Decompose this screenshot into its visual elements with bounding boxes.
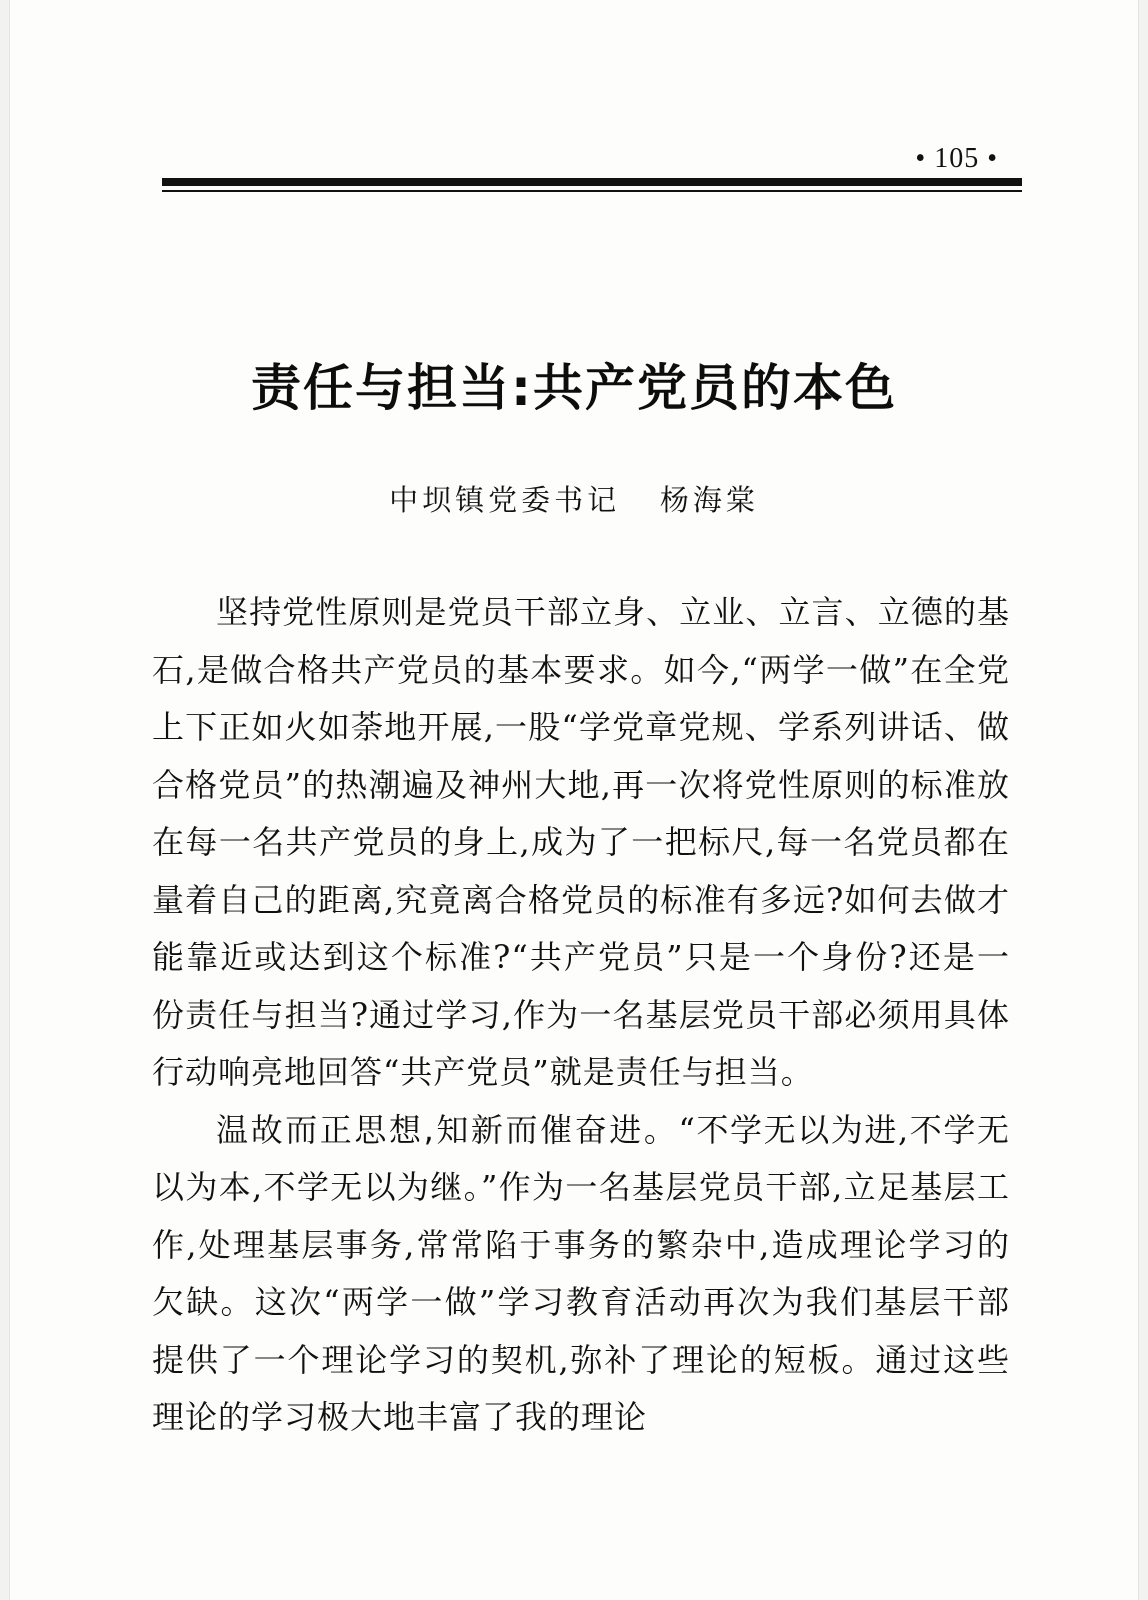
paragraph-1 (152, 584, 1010, 1102)
page-number: • 105 • (915, 143, 998, 174)
header-rule-thick (162, 178, 1022, 186)
article-title: 责任与担当:共产党员的本色 (251, 359, 897, 417)
author-line: 中坝镇党委书记 杨海棠 (389, 483, 759, 517)
paragraph-1-text: 坚持党性原则是党员干部立身、立业、立言、立德的基石,是做合格共产党员的基本要求。如今,“两学一做”在全党上下正如火如荼地开展,一股“学党章党规、学系列讲话、做合格党员”的热潮遍及神州大地,再一次将党性原则的标准放在每一名共产党员的身上,成为了一把标尺,每一名党员都在量着自己的距离,究竟离合格党员的标准有多远?如何去做才能靠近或达到这个标准?“共产党员”只是一个身份?还是一份责任与担当?通过学习,作为一名基层党员干部必须用具体行动响亮地回答“共产党员”就是责任与担当。 (152, 593, 1010, 1091)
article-body (152, 584, 1010, 1447)
paragraph-2 (152, 1102, 1010, 1447)
page-header (162, 140, 1022, 200)
paragraph-2-lead: 温故而正思想,知新而催奋进。 (216, 1110, 679, 1149)
paragraph-2-text: “不学无以为进,不学无以为本,不学无以为继。”作为一名基层党员干部,立足基层工作,处理基层事务,常常陷于事务的繁杂中,造成理论学习的欠缺。这次“两学一做”学习教育活动再次为我们基层干部提供了一个理论学习的契机,弥补了理论的短板。通过这些理论的学习极大地丰富了我的理论 (152, 1110, 1010, 1436)
header-rule-thin (162, 190, 1022, 192)
